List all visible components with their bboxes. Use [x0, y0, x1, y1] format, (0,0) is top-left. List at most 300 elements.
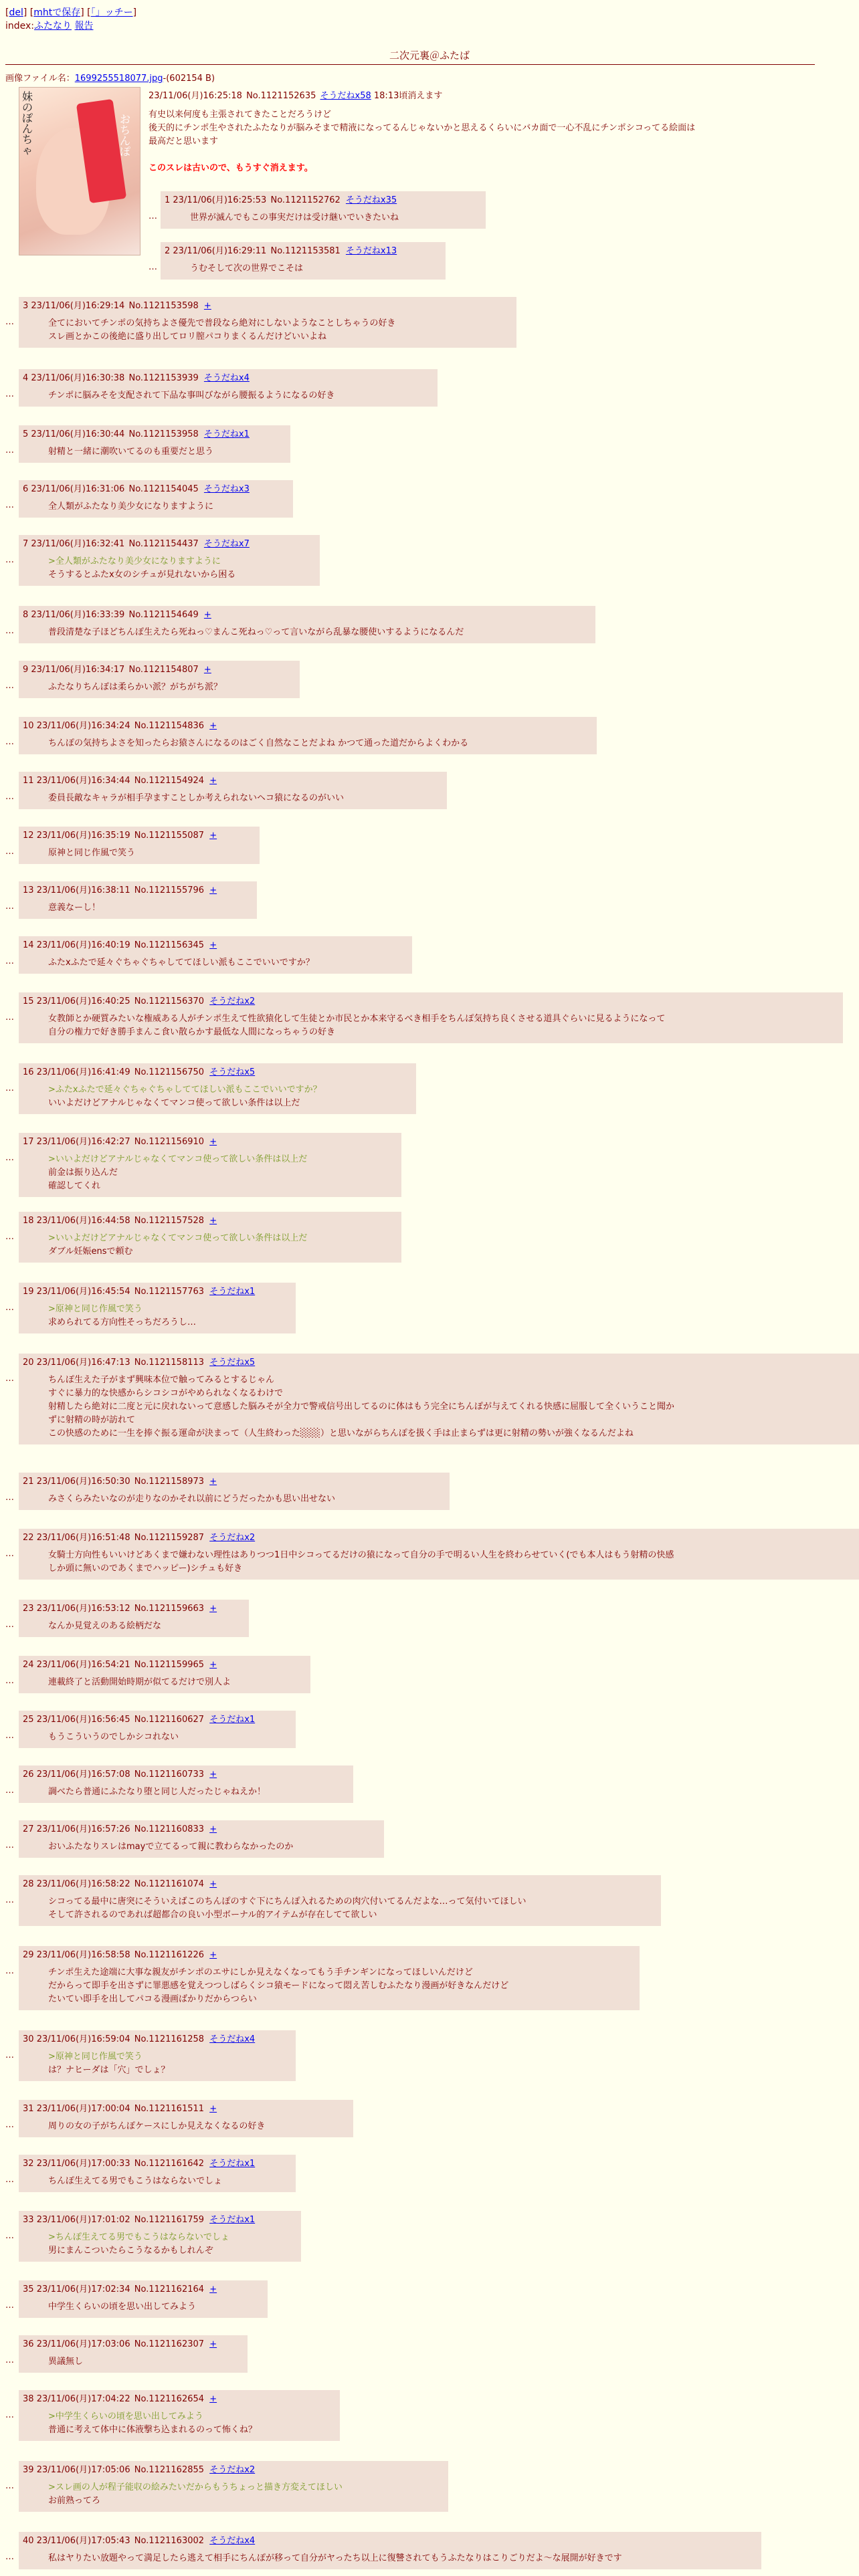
reply-date: 23/11/06(月)16:40:25: [36, 996, 133, 1006]
reply-post: [19, 661, 300, 698]
quote-line: >スレ画の人が程子能収の絵みたいだからもうちょっと描き方変えてほしい: [48, 2482, 343, 2492]
reply-date: 23/11/06(月)16:41:49: [36, 1067, 133, 1077]
reply-post: [19, 2030, 296, 2081]
reply-dots: …: [5, 445, 14, 455]
reply-post: [19, 2461, 448, 2512]
sodane-link[interactable]: そうだねx1: [209, 1287, 256, 1297]
op-meta: [149, 90, 831, 103]
reply-line: 確認してくれ: [48, 1181, 101, 1191]
reply-line: 意義なーし！: [48, 903, 101, 913]
reply-number[interactable]: No.1121155796: [134, 885, 207, 895]
sodane-link[interactable]: +: [209, 2284, 217, 2294]
reply-post: [19, 717, 597, 754]
reply-line: 求められてる方向性そっちだろうし…: [48, 1317, 197, 1327]
reply-dots: …: [5, 737, 14, 747]
reply-number[interactable]: No.1121159663: [134, 1604, 207, 1614]
reply-date: 23/11/06(月)16:56:45: [36, 1715, 133, 1725]
reply-body: [48, 1620, 242, 1633]
reply-date: 23/11/06(月)16:45:54: [36, 1287, 133, 1297]
reply-body: [48, 1966, 633, 2006]
reply-post: [19, 480, 293, 518]
reply-number[interactable]: No.1121155087: [134, 831, 207, 841]
thumb-text-left: 妹のぽんちゃ: [22, 90, 33, 156]
reply-date: 23/11/06(月)16:32:41: [31, 539, 128, 549]
reply-body: [48, 1895, 654, 1922]
reply-index: 11: [23, 776, 37, 786]
reply-meta: [23, 1136, 395, 1149]
reply-index: 17: [23, 1137, 37, 1147]
sodane-link[interactable]: +: [203, 610, 211, 620]
reply-dots: …: [5, 1676, 14, 1686]
op-line: 有史以来何度も主張されてきたことだろうけど: [149, 110, 332, 120]
reply-body: [48, 2175, 289, 2188]
reply-meta: [165, 194, 479, 207]
op-date: 23/11/06(月)16:25:18: [149, 91, 242, 101]
sodane-link[interactable]: そうだねx1: [209, 2215, 256, 2225]
reply-number[interactable]: No.1121163002: [134, 2536, 207, 2546]
op-line: 最高だと思います: [149, 136, 219, 146]
reply-date: 23/11/06(月)16:58:58: [36, 1950, 133, 1960]
image-file-size: -(602154 B): [163, 74, 215, 84]
sodane-link[interactable]: +: [209, 1137, 217, 1147]
reply-meta: [23, 372, 431, 385]
reply-number[interactable]: No.1121156750: [134, 1067, 207, 1077]
sodane-link[interactable]: +: [209, 1216, 217, 1226]
reply-line: いいよだけどアナルじゃなくてマンコ使って欲しい条件は以上だ: [48, 1098, 300, 1108]
reply-line: なんか見覚えのある絵柄だな: [48, 1621, 162, 1631]
reply-line: 男にまんこついたらこうなるかもしれんぞ: [48, 2246, 213, 2256]
sodane-link[interactable]: そうだねx4: [209, 2536, 256, 2546]
reply-date: 23/11/06(月)16:44:58: [36, 1216, 133, 1226]
reply-line: 自分の権力で好き勝手まんこ食い散らかす最低な人間になっちゃうの好き: [48, 1027, 336, 1037]
reply-meta: [23, 609, 589, 622]
reply-body: [48, 901, 250, 915]
quote-line: >ちんぽ生えてる男でもこうはならないでしょ: [48, 2232, 229, 2242]
reply-body: [48, 2120, 347, 2133]
reply-number[interactable]: No.1121161642: [134, 2159, 207, 2169]
reply-number[interactable]: No.1121154836: [134, 721, 207, 731]
reply-number[interactable]: No.1121162855: [134, 2465, 207, 2475]
reply-line: チンポに脳みそを支配されて下品な事叫びながら腰振るようになるの好き: [48, 391, 335, 401]
reply-body: [48, 1012, 836, 1039]
reply-meta: [23, 300, 510, 313]
sodane-link[interactable]: そうだねx4: [209, 2034, 256, 2044]
reply-number[interactable]: No.1121153581: [270, 246, 343, 256]
reply-meta: [23, 2393, 333, 2406]
reply-dots: …: [149, 211, 157, 221]
reply-dots: …: [5, 389, 14, 399]
del-link[interactable]: del: [9, 7, 23, 18]
quote-line: >いいよだけどアナルじゃなくてマンコ使って欲しい条件は以上だ: [48, 1154, 308, 1164]
reply-dots: …: [5, 500, 14, 510]
reply-dots: …: [5, 1303, 14, 1313]
reply-meta: [23, 663, 293, 677]
reply-meta: [23, 1768, 347, 1782]
reply-number[interactable]: No.1121158973: [134, 1477, 207, 1487]
reply-meta: [23, 1214, 395, 1228]
reply-number[interactable]: No.1121154924: [134, 776, 207, 786]
op-post: [149, 90, 831, 175]
reply-index: 21: [23, 1477, 37, 1487]
reply-number[interactable]: No.1121153958: [128, 429, 201, 439]
quote-line: >中学生くらいの頃を思い出してみよう: [48, 2411, 203, 2422]
op-expire: 18:13頃消えます: [373, 91, 443, 101]
reply-body: [48, 1549, 855, 1576]
reply-post: [19, 1063, 416, 1114]
image-file-label: 画像ファイル名：: [5, 74, 75, 84]
reply-number[interactable]: No.1121154649: [128, 610, 201, 620]
sodane-link[interactable]: +: [203, 665, 211, 675]
reply-line: 射精したら絶対に二度と元に戻れないって意感した脳みそが全力で警戒信号出してるのに体はもう完全にちんぽが与えてくれる快感に屈服して全くいうこと聞か: [48, 1402, 675, 1412]
sodane-link[interactable]: +: [209, 885, 217, 895]
reply-index: 25: [23, 1715, 37, 1725]
reply-index: 28: [23, 1879, 37, 1889]
reply-line: チンポ生えた途端に大事な親友がチンポのエサにしか見えなくなってもう手チンギンになってほしいんだけど: [48, 1967, 473, 1977]
op-number[interactable]: No.1121152635: [246, 91, 316, 101]
reply-date: 23/11/06(月)16:25:53: [173, 195, 270, 205]
reply-number[interactable]: No.1121162654: [134, 2394, 207, 2404]
reply-post: [19, 1656, 310, 1693]
reply-line: みさくらみたいなのが走りなのかそれ以前にどうだったかも思い出せない: [48, 1494, 336, 1504]
reply-index: 16: [23, 1067, 37, 1077]
sodane-link[interactable]: +: [209, 2339, 217, 2349]
reply-number[interactable]: No.1121154437: [128, 539, 201, 549]
reply-post: [19, 1711, 296, 1748]
reply-post: [19, 772, 447, 809]
reply-post: [19, 1473, 450, 1510]
sodane-link[interactable]: +: [209, 940, 217, 950]
sodane-link[interactable]: そうだねx5: [209, 1067, 256, 1077]
reply-body: [48, 1731, 289, 1744]
reply-dots: …: [5, 1731, 14, 1741]
reply-body: [48, 1374, 855, 1440]
sodane-link[interactable]: そうだねx1: [209, 2159, 256, 2169]
reply-index: 30: [23, 2034, 37, 2044]
reply-post: [19, 2390, 340, 2441]
reply-meta: [23, 1066, 409, 1079]
reply-index: 15: [23, 996, 37, 1006]
reply-date: 23/11/06(月)17:01:02: [36, 2215, 133, 2225]
op-sodane[interactable]: そうだねx58: [320, 91, 371, 101]
sodane-link[interactable]: +: [209, 1950, 217, 1960]
reply-date: 23/11/06(月)16:58:22: [36, 1879, 133, 1889]
reply-line: ふたなりちんぽは柔らかい派？がちがち派？: [48, 682, 223, 692]
reply-dots: …: [5, 2050, 14, 2060]
reply-meta: [23, 428, 284, 441]
sodane-link[interactable]: +: [209, 2394, 217, 2404]
reply-dots: …: [5, 2300, 14, 2311]
reply-line: 私はヤりたい放題やって満足したら逃えて相手にちんぽが移って自分がヤったち以上に復讐されてもうふたなりはこりごりだよ〜な展開が好きです: [48, 2553, 622, 2563]
reply-line: 普通に考えて体中に体液撃ち込まれるのって怖くね？: [48, 2425, 257, 2435]
reply-meta: [23, 1949, 633, 1962]
reply-line: シコってる最中に唐突にそういえばこのちんぽのすぐ下にちんぽ入れるための肉穴付いてるんだよな…って気付いてほしい: [48, 1897, 527, 1907]
reply-body: [190, 211, 479, 225]
reply-dots: …: [5, 1083, 14, 1093]
sodane-link[interactable]: そうだねx13: [345, 246, 397, 256]
reply-number[interactable]: No.1121161226: [134, 1950, 207, 1960]
reply-index: 27: [23, 1824, 37, 1834]
reply-number[interactable]: No.1121157528: [134, 1216, 207, 1226]
reply-dots: …: [5, 847, 14, 857]
reply-post: [19, 1765, 353, 1803]
sodane-link[interactable]: +: [209, 1824, 217, 1834]
reply-line: 世界が滅んでもこの事実だけは受け継いでいきたいね: [190, 213, 399, 223]
reply-meta: [23, 2535, 755, 2548]
reply-dots: …: [5, 317, 14, 327]
reply-post: [19, 2532, 761, 2569]
reply-number[interactable]: No.1121160733: [134, 1769, 207, 1780]
reply-index: 32: [23, 2159, 37, 2169]
reply-number[interactable]: No.1121160833: [134, 1824, 207, 1834]
reply-meta: [23, 1823, 377, 1836]
reply-number[interactable]: No.1121152762: [270, 195, 343, 205]
reply-index: 39: [23, 2465, 37, 2475]
sodane-link[interactable]: +: [209, 776, 217, 786]
reply-number[interactable]: No.1121156370: [134, 996, 207, 1006]
reply-line: この快感のために一生を捧ぐ振る運命が決まって（人生終わった░░░）と思いながらちんぽを扱く手は止まらずは更に射精の勢いが強くなるんだよね: [48, 1428, 634, 1438]
divider: [5, 64, 815, 65]
reply-line: ずに射精の時が訪れて: [48, 1415, 136, 1425]
reply-meta: [23, 1878, 654, 1891]
sodane-link[interactable]: そうだねx4: [203, 373, 250, 383]
reply-meta: [23, 2464, 442, 2477]
image-file-link[interactable]: 1699255518077.jpg: [74, 74, 163, 84]
reply-body: [48, 1840, 377, 1854]
reply-dots: …: [5, 555, 14, 565]
reply-number[interactable]: No.1121161074: [134, 1879, 207, 1889]
reply-number[interactable]: No.1121156910: [134, 1137, 207, 1147]
reply-index: 14: [23, 940, 37, 950]
reply-line: 委員長敵なキャラが相手孕ますことしか考えられないヘコ猿になるのがいい: [48, 793, 345, 803]
reply-number[interactable]: No.1121162307: [134, 2339, 207, 2349]
sodane-link[interactable]: +: [209, 721, 217, 731]
reply-body: [48, 1786, 347, 1799]
reply-post: [19, 1354, 859, 1444]
reply-index: 3: [23, 301, 31, 311]
reply-line: うむそして次の世界でこそは: [190, 263, 304, 274]
index-label: index:: [5, 21, 35, 31]
reply-line: は？ナヒーダは「穴」でしょ？: [48, 2065, 170, 2075]
reply-date: 23/11/06(月)17:00:04: [36, 2104, 133, 2114]
reply-number[interactable]: No.1121160627: [134, 1715, 207, 1725]
reply-meta: [165, 245, 439, 258]
reply-post: [19, 2280, 268, 2318]
quote-line: >ふたxふたで延々ぐちゃぐちゃしててほしい派もここでいいですか？: [48, 1085, 322, 1095]
sodane-link[interactable]: +: [209, 1660, 217, 1670]
reply-body: [48, 2552, 755, 2565]
reply-meta: [23, 2283, 261, 2296]
reply-index: 33: [23, 2215, 37, 2225]
op-line: 後天的にチンポ生やされたふたなりが脳みそまで精液になってるんじゃないかと思えるくらいにバカ面で一心不乱にチンポシコってる絵面は: [149, 123, 696, 133]
reply-date: 23/11/06(月)16:34:17: [31, 665, 128, 675]
sodane-link[interactable]: そうだねx1: [203, 429, 250, 439]
reply-number[interactable]: No.1121158113: [134, 1358, 207, 1368]
reply-body: [48, 2410, 333, 2437]
reply-index: 8: [23, 610, 31, 620]
reply-date: 23/11/06(月)16:35:19: [36, 831, 133, 841]
reply-index: 24: [23, 1660, 37, 1670]
reply-body: [48, 2300, 261, 2314]
reply-dots: …: [5, 1549, 14, 1559]
index-link-report[interactable]: 報告: [74, 21, 94, 31]
reply-number[interactable]: No.1121153939: [128, 373, 201, 383]
reply-index: 31: [23, 2104, 37, 2114]
reply-post: [19, 2211, 301, 2262]
reply-date: 23/11/06(月)16:30:38: [31, 373, 128, 383]
reply-number[interactable]: No.1121161258: [134, 2034, 207, 2044]
sodane-link[interactable]: +: [203, 301, 211, 311]
reply-index: 10: [23, 721, 37, 731]
reply-number[interactable]: No.1121159287: [134, 1533, 207, 1543]
reply-line: スレ画とかこの後絶に盛り出してロリ膣パコりまくるんだけどいいよね: [48, 332, 327, 342]
index-link-futanari[interactable]: ふたなり: [34, 21, 72, 31]
reply-number[interactable]: No.1121161511: [134, 2104, 207, 2114]
reply-date: 23/11/06(月)16:50:30: [36, 1477, 133, 1487]
reply-body: [48, 1493, 443, 1506]
board-title: 二次元裏＠ふたば: [389, 49, 470, 62]
mht-save-link[interactable]: mhtで保存: [33, 7, 81, 18]
reply-date: 23/11/06(月)16:34:44: [36, 776, 133, 786]
reply-number[interactable]: No.1121157763: [134, 1287, 207, 1297]
sodane-link[interactable]: そうだねx35: [345, 195, 397, 205]
sodane-link[interactable]: そうだねx5: [209, 1358, 256, 1368]
thumb-text-right: おちんぽ: [120, 113, 131, 158]
sodane-link[interactable]: +: [209, 1604, 217, 1614]
reply-dots: …: [5, 1374, 14, 1384]
reply-index: 35: [23, 2284, 37, 2294]
reply-post: [19, 2100, 353, 2137]
catch-link[interactable]: 「」ッチー: [90, 7, 133, 18]
reply-date: 23/11/06(月)16:38:11: [36, 885, 133, 895]
reply-date: 23/11/06(月)16:59:04: [36, 2034, 133, 2044]
reply-date: 23/11/06(月)16:57:08: [36, 1769, 133, 1780]
reply-number[interactable]: No.1121154045: [128, 484, 201, 494]
reply-line: 周りの女の子がちんぽケースにしか見えなくなるの好き: [48, 2121, 266, 2131]
reply-line: 女騎士方向性もいいけどあくまで嫌わない理性はありつつ1日中シコってるだけの猿になって自分の手で明るい人生を終わらせていく(でも本人はもう射精の快感: [48, 1550, 674, 1560]
reply-date: 23/11/06(月)16:34:24: [36, 721, 133, 731]
sodane-link[interactable]: そうだねx2: [209, 1533, 256, 1543]
sodane-link[interactable]: そうだねx2: [209, 996, 256, 1006]
reply-index: 26: [23, 1769, 37, 1780]
reply-meta: [23, 1531, 855, 1545]
sodane-link[interactable]: +: [209, 831, 217, 841]
reply-line: たいてい即手を出してパコる漫画ばかりだからつらい: [48, 1994, 257, 2004]
reply-line: お前熟ってろ: [48, 2496, 101, 2506]
reply-date: 23/11/06(月)17:05:06: [36, 2465, 133, 2475]
reply-meta: [23, 2338, 241, 2351]
reply-date: 23/11/06(月)16:30:44: [31, 429, 128, 439]
reply-line: 中学生くらいの頃を思い出してみよう: [48, 2302, 197, 2312]
reply-line: ちんぽの気持ちよさを知ったらお猿さんになるのはごく自然なことだよね かつて通った道だからよくわかる: [48, 738, 469, 748]
reply-number[interactable]: No.1121162164: [134, 2284, 207, 2294]
reply-number[interactable]: No.1121156345: [134, 940, 207, 950]
reply-dots: …: [5, 1620, 14, 1630]
reply-post: [161, 191, 486, 229]
reply-post: [19, 1133, 401, 1197]
reply-index: 6: [23, 484, 31, 494]
reply-meta: [23, 2157, 289, 2171]
reply-line: 前金は振り込んだ: [48, 1168, 118, 1178]
reply-date: 23/11/06(月)17:04:22: [36, 2394, 133, 2404]
reply-meta: [23, 1356, 855, 1370]
reply-meta: [23, 774, 440, 788]
sodane-link[interactable]: そうだねx3: [203, 484, 250, 494]
reply-body: [48, 792, 440, 805]
reply-line: 全人類がふたなり美少女になりますように: [48, 502, 214, 512]
reply-body: [48, 445, 284, 459]
reply-body: [48, 626, 589, 639]
reply-date: 23/11/06(月)17:05:43: [36, 2536, 133, 2546]
reply-dots: …: [5, 2120, 14, 2130]
reply-line: 全てにおいてチンポの気持ちよさ優先で普段なら絶対にしないようなことしちゃうの好き: [48, 318, 396, 328]
reply-line: もうこういうのでしかシコれない: [48, 1732, 179, 1742]
reply-line: 原神と同じ作風で笑う: [48, 848, 136, 858]
reply-date: 23/11/06(月)17:00:33: [36, 2159, 133, 2169]
reply-dots: …: [149, 262, 157, 272]
reply-body: [48, 681, 293, 694]
reply-line: 連載終了と活動開始時期が似てるだけで別人よ: [48, 1677, 231, 1687]
sodane-link[interactable]: +: [209, 1769, 217, 1780]
reply-post: [19, 2155, 296, 2192]
reply-date: 23/11/06(月)16:29:11: [173, 246, 270, 256]
reply-dots: …: [5, 1966, 14, 1976]
sodane-link[interactable]: そうだねx1: [209, 1715, 256, 1725]
reply-body: [48, 956, 405, 970]
sodane-link[interactable]: そうだねx2: [209, 2465, 256, 2475]
reply-meta: [23, 939, 405, 952]
reply-index: 29: [23, 1950, 37, 1960]
sodane-link[interactable]: +: [209, 1879, 217, 1889]
reply-meta: [23, 1602, 242, 1616]
image-info: [5, 71, 215, 84]
reply-dots: …: [5, 1786, 14, 1796]
quote-line: >原神と同じ作風で笑う: [48, 1304, 142, 1314]
thread-thumbnail[interactable]: [19, 87, 140, 255]
reply-meta: [23, 483, 286, 496]
reply-index: 18: [23, 1216, 37, 1226]
reply-post: [19, 881, 257, 919]
sodane-link[interactable]: +: [209, 2104, 217, 2114]
reply-meta: [23, 995, 836, 1008]
reply-body: [48, 2481, 442, 2508]
reply-meta: [23, 884, 250, 897]
reply-meta: [23, 1658, 304, 1672]
reply-post: [19, 425, 290, 463]
reply-dots: …: [5, 1895, 14, 1905]
reply-number[interactable]: No.1121154807: [128, 665, 201, 675]
reply-number[interactable]: No.1121161759: [134, 2215, 207, 2225]
reply-number[interactable]: No.1121159965: [134, 1660, 207, 1670]
reply-date: 23/11/06(月)16:57:26: [36, 1824, 133, 1834]
reply-body: [48, 1303, 289, 1329]
reply-date: 23/11/06(月)16:40:19: [36, 940, 133, 950]
quote-line: >いいよだけどアナルじゃなくてマンコ使って欲しい条件は以上だ: [48, 1233, 308, 1243]
reply-number[interactable]: No.1121153598: [128, 301, 201, 311]
reply-index: 5: [23, 429, 31, 439]
reply-index: 13: [23, 885, 37, 895]
reply-post: [19, 936, 412, 974]
reply-index: 20: [23, 1358, 37, 1368]
reply-dots: …: [5, 1012, 14, 1023]
reply-post: [19, 1529, 859, 1580]
sodane-link[interactable]: そうだねx7: [203, 539, 250, 549]
reply-date: 23/11/06(月)16:53:12: [36, 1604, 133, 1614]
reply-post: [19, 1946, 640, 2010]
reply-meta: [23, 829, 253, 843]
reply-line: ダブル妊娠ensで頼む: [48, 1247, 133, 1257]
sodane-link[interactable]: +: [209, 1477, 217, 1487]
reply-index: 36: [23, 2339, 37, 2349]
